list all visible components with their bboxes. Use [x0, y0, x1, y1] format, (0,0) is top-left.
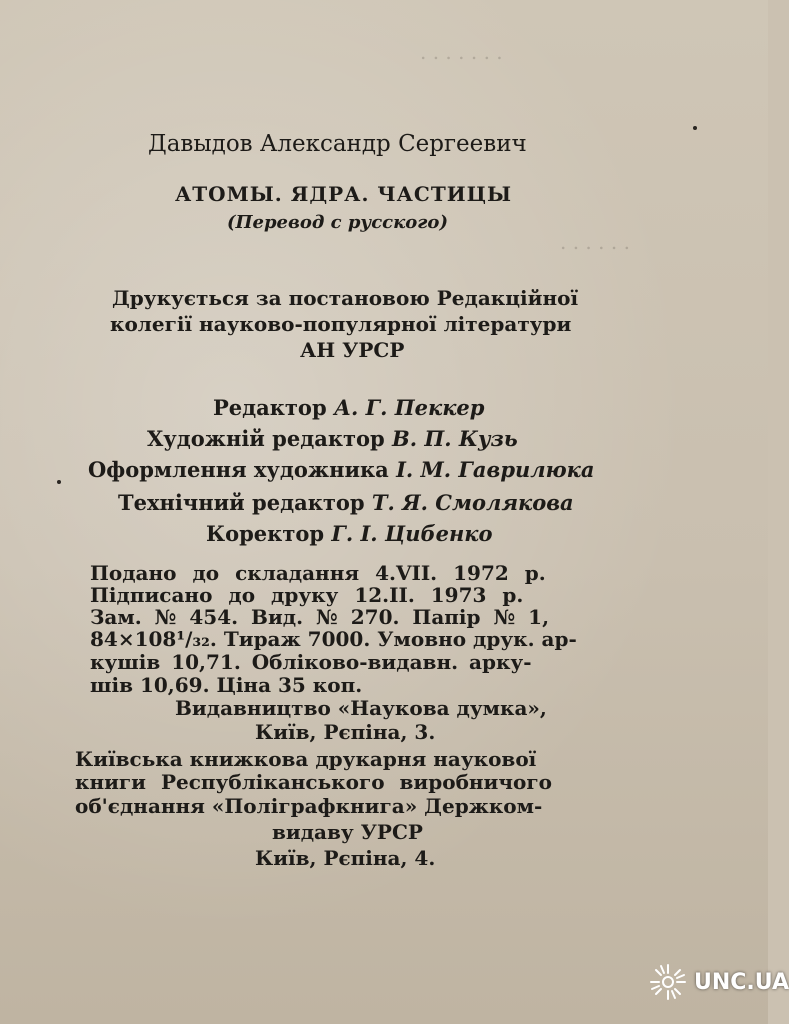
print-detail-line: кушів 10,71. Обліково-видавн. арку- [90, 650, 532, 674]
print-detail-line: шів 10,69. Ціна 35 коп. [90, 673, 363, 697]
credit-person: Т. Я. Смолякова [371, 490, 574, 515]
printer-line: Київська книжкова друкарня наукової [75, 747, 537, 771]
credit-person: Г. І. Цибенко [331, 521, 493, 546]
credit-role: Технічний редактор [118, 490, 365, 515]
sunburst-icon [648, 962, 688, 1002]
credit-role: Коректор [206, 521, 325, 546]
book-title: АТОМЫ. ЯДРА. ЧАСТИЦЫ [175, 182, 512, 206]
print-detail-line: Підписано до друку 12.II. 1973 р. [90, 583, 524, 607]
credit-person: В. П. Кузь [392, 426, 518, 451]
publication-note-line: Друкується за постановою Редакційної [112, 286, 579, 310]
credit-proofreader [206, 523, 493, 544]
watermark-text: UNC.UA [694, 969, 789, 995]
author-name: Давыдов Александр Сергеевич [148, 131, 527, 157]
translation-note: (Перевод с русского) [227, 212, 448, 233]
credit-person: А. Г. Пеккер [333, 395, 485, 420]
publication-note-line: АН УРСР [300, 338, 405, 362]
print-detail-line: Зам. № 454. Вид. № 270. Папір № 1, [90, 605, 550, 629]
credit-editor [213, 397, 484, 418]
credit-role: Оформлення художника [88, 457, 389, 482]
print-detail-line: Київ, Рєпіна, 3. [255, 720, 436, 744]
credit-person: І. М. Гаврилюка [396, 457, 595, 482]
credit-design [88, 459, 595, 480]
print-detail-line: Подано до складання 4.VII. 1972 р. [90, 561, 546, 585]
print-detail-line: Видавництво «Наукова думка», [175, 696, 547, 720]
publication-note-line: колегії науково-популярної літератури [110, 312, 572, 336]
print-detail-line: 84×108¹/₃₂. Тираж 7000. Умовно друк. ар- [90, 627, 577, 651]
ink-speck [693, 126, 697, 130]
ink-speck [57, 480, 61, 484]
credit-tech-editor [118, 492, 574, 513]
credit-role: Художній редактор [147, 426, 385, 451]
credit-role: Редактор [213, 395, 327, 420]
printer-line: книги Республіканського виробничого [75, 770, 552, 794]
show-through-text: . . . . . . . [420, 40, 503, 64]
printer-line: об'єднання «Поліграфкнига» Держком- [75, 794, 543, 818]
credit-art-editor [147, 428, 518, 449]
printer-line: видаву УРСР [272, 820, 423, 844]
printer-line: Київ, Рєпіна, 4. [255, 846, 436, 870]
show-through-text: . . . . . . [560, 230, 630, 254]
watermark-logo [648, 962, 789, 1002]
